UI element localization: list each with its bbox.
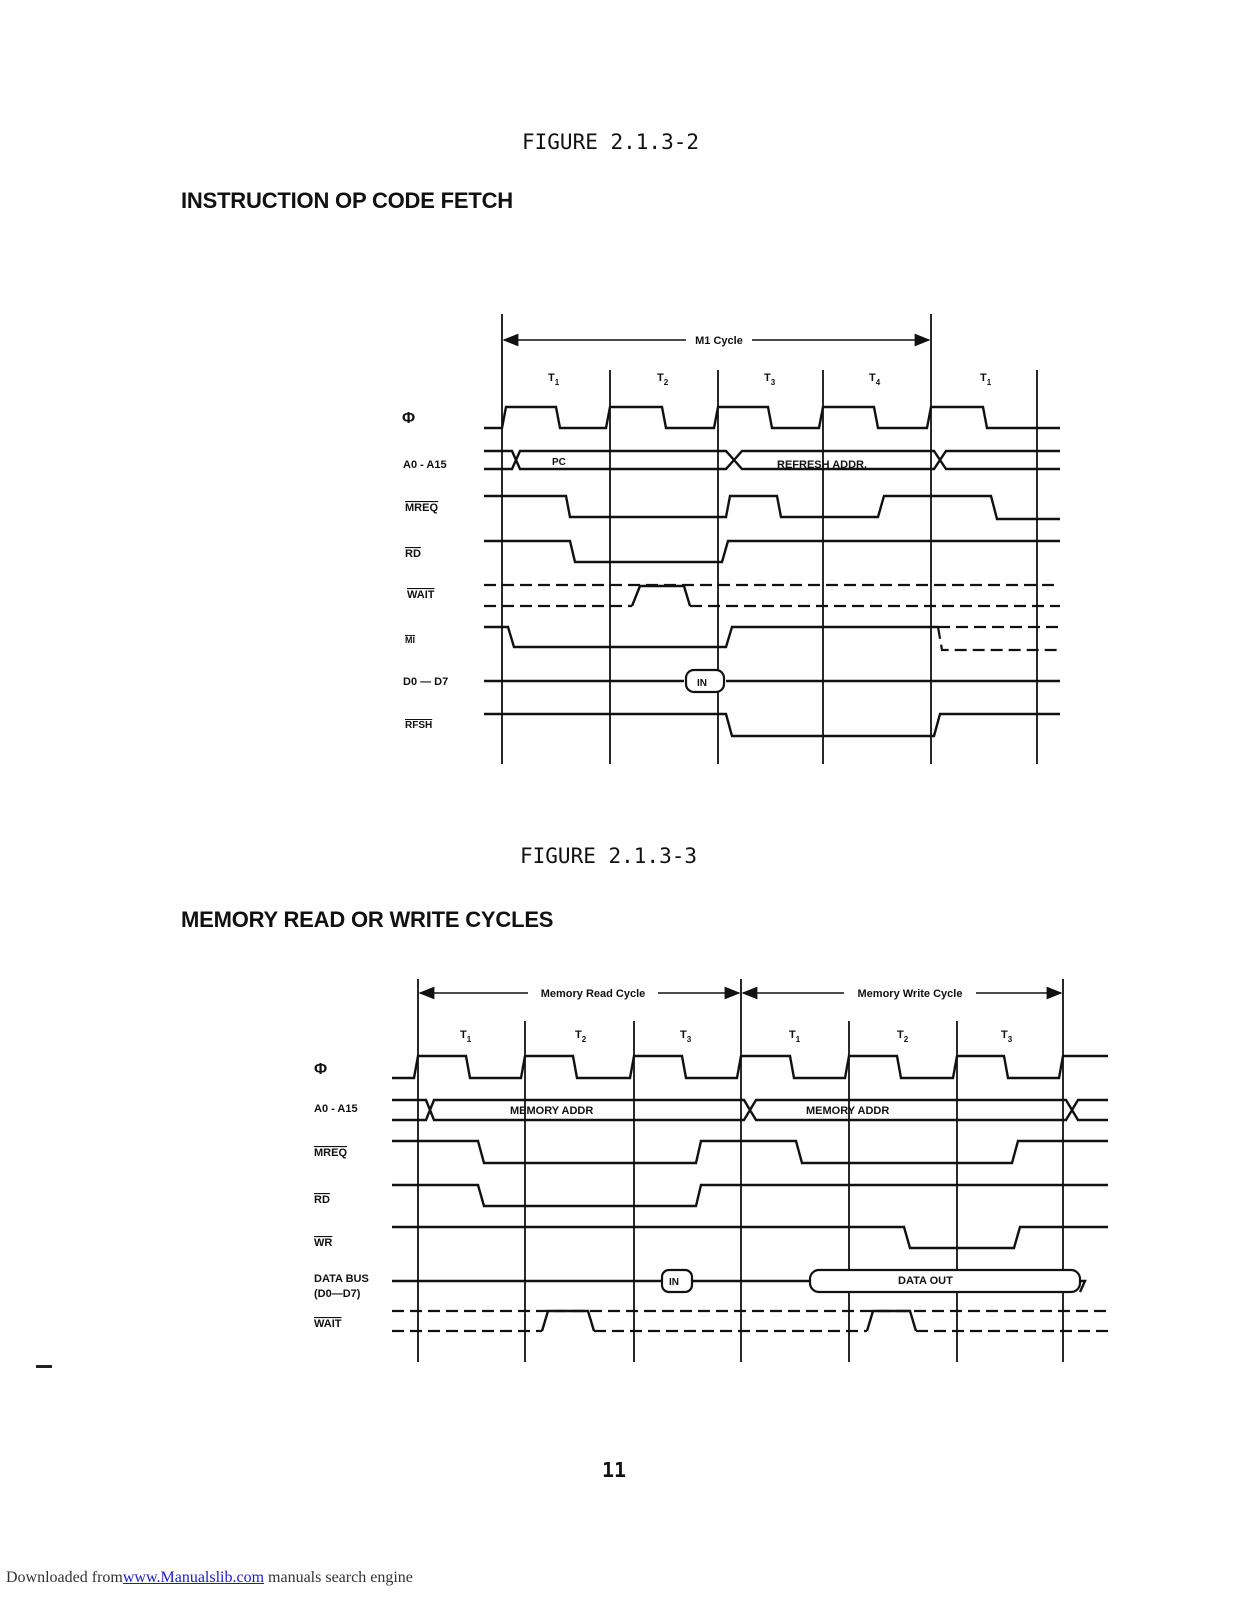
signal-label-data: D0 — D7 [403, 676, 449, 688]
signal-label-wait: WAIT [407, 589, 435, 601]
address-read-label: MEMORY ADDR [510, 1105, 594, 1117]
state-label: $T_2$ [897, 1029, 909, 1044]
figure-2-label: FIGURE 2.1.3-3 [520, 844, 698, 868]
state-label: $T_1$ [548, 372, 560, 387]
signal-label-phi: Φ [314, 1061, 328, 1078]
wait-pulse-write [867, 1311, 916, 1331]
address-bus-waveform [392, 1100, 1108, 1120]
footer-prefix: Downloaded from [6, 1569, 123, 1586]
state-label: $T_3$ [1001, 1029, 1013, 1044]
address-write-label: MEMORY ADDR [806, 1105, 890, 1117]
state-label: $T_1$ [789, 1029, 801, 1044]
state-label: $T_1$ [460, 1029, 472, 1044]
address-bus-waveform [484, 451, 1060, 469]
figure-1-label: FIGURE 2.1.3-2 [522, 130, 700, 154]
figure-1-diagram [402, 314, 1060, 764]
figure-2-title: MEMORY READ OR WRITE CYCLES [181, 907, 554, 932]
download-footer [6, 1569, 413, 1587]
footer-suffix: manuals search engine [268, 1569, 413, 1586]
address-refresh-label: REFRESH ADDR. [777, 459, 868, 471]
signal-label-data-bus: DATA BUS [314, 1273, 369, 1285]
address-pc-label: PC [552, 457, 566, 468]
wr-waveform [392, 1227, 1108, 1248]
m1-cycle-label: M1 Cycle [695, 335, 743, 347]
signal-label-address: A0 - A15 [314, 1103, 358, 1115]
state-label: $T_2$ [657, 372, 669, 387]
m1-waveform [484, 627, 938, 647]
signal-label-wr: WR [314, 1237, 333, 1249]
signal-label-rd: RD [405, 548, 421, 560]
m1-waveform-next [938, 627, 1060, 650]
state-label: $T_3$ [680, 1029, 692, 1044]
signal-label-mreq: MREQ [405, 502, 438, 514]
signal-label-address: A0 - A15 [403, 459, 447, 471]
state-label: $T_3$ [764, 372, 776, 387]
read-cycle-label: Memory Read Cycle [540, 988, 646, 1000]
manualslib-link[interactable]: www.Manualslib.com [122, 1569, 265, 1586]
signal-label-mreq: MREQ [314, 1147, 347, 1159]
signal-label-rfsh: RFSH [405, 720, 433, 731]
mreq-waveform [484, 496, 1060, 519]
wait-pulse [632, 586, 690, 606]
figure-2-diagram [314, 979, 1108, 1362]
write-cycle-label: Memory Write Cycle [857, 988, 963, 1000]
data-in-label: IN [669, 1277, 679, 1288]
rd-waveform [484, 541, 1060, 562]
figure-2-grid [418, 979, 1063, 1362]
data-out-label: DATA OUT [898, 1275, 953, 1287]
phi-waveform [392, 1056, 1108, 1078]
signal-label-wait: WAIT [314, 1318, 342, 1330]
signal-label-data-bus-range: (D0—D7) [314, 1288, 361, 1300]
state-label: $T_1$ [980, 372, 992, 387]
state-label: $T_4$ [869, 372, 881, 387]
signal-label-rd: RD [314, 1194, 330, 1206]
mreq-waveform [392, 1141, 1108, 1163]
data-in-label: IN [697, 678, 707, 689]
signal-label-phi: Φ [402, 410, 416, 427]
wait-pulse-read [542, 1311, 594, 1331]
margin-mark [36, 1365, 52, 1368]
page-number: 11 [602, 1458, 627, 1482]
state-label: $T_2$ [575, 1029, 587, 1044]
figure-1-title: INSTRUCTION OP CODE FETCH [181, 188, 513, 213]
signal-label-m1: MI [405, 635, 415, 645]
rd-waveform [392, 1185, 1108, 1206]
rfsh-waveform [484, 714, 1060, 736]
phi-waveform [484, 407, 1060, 428]
